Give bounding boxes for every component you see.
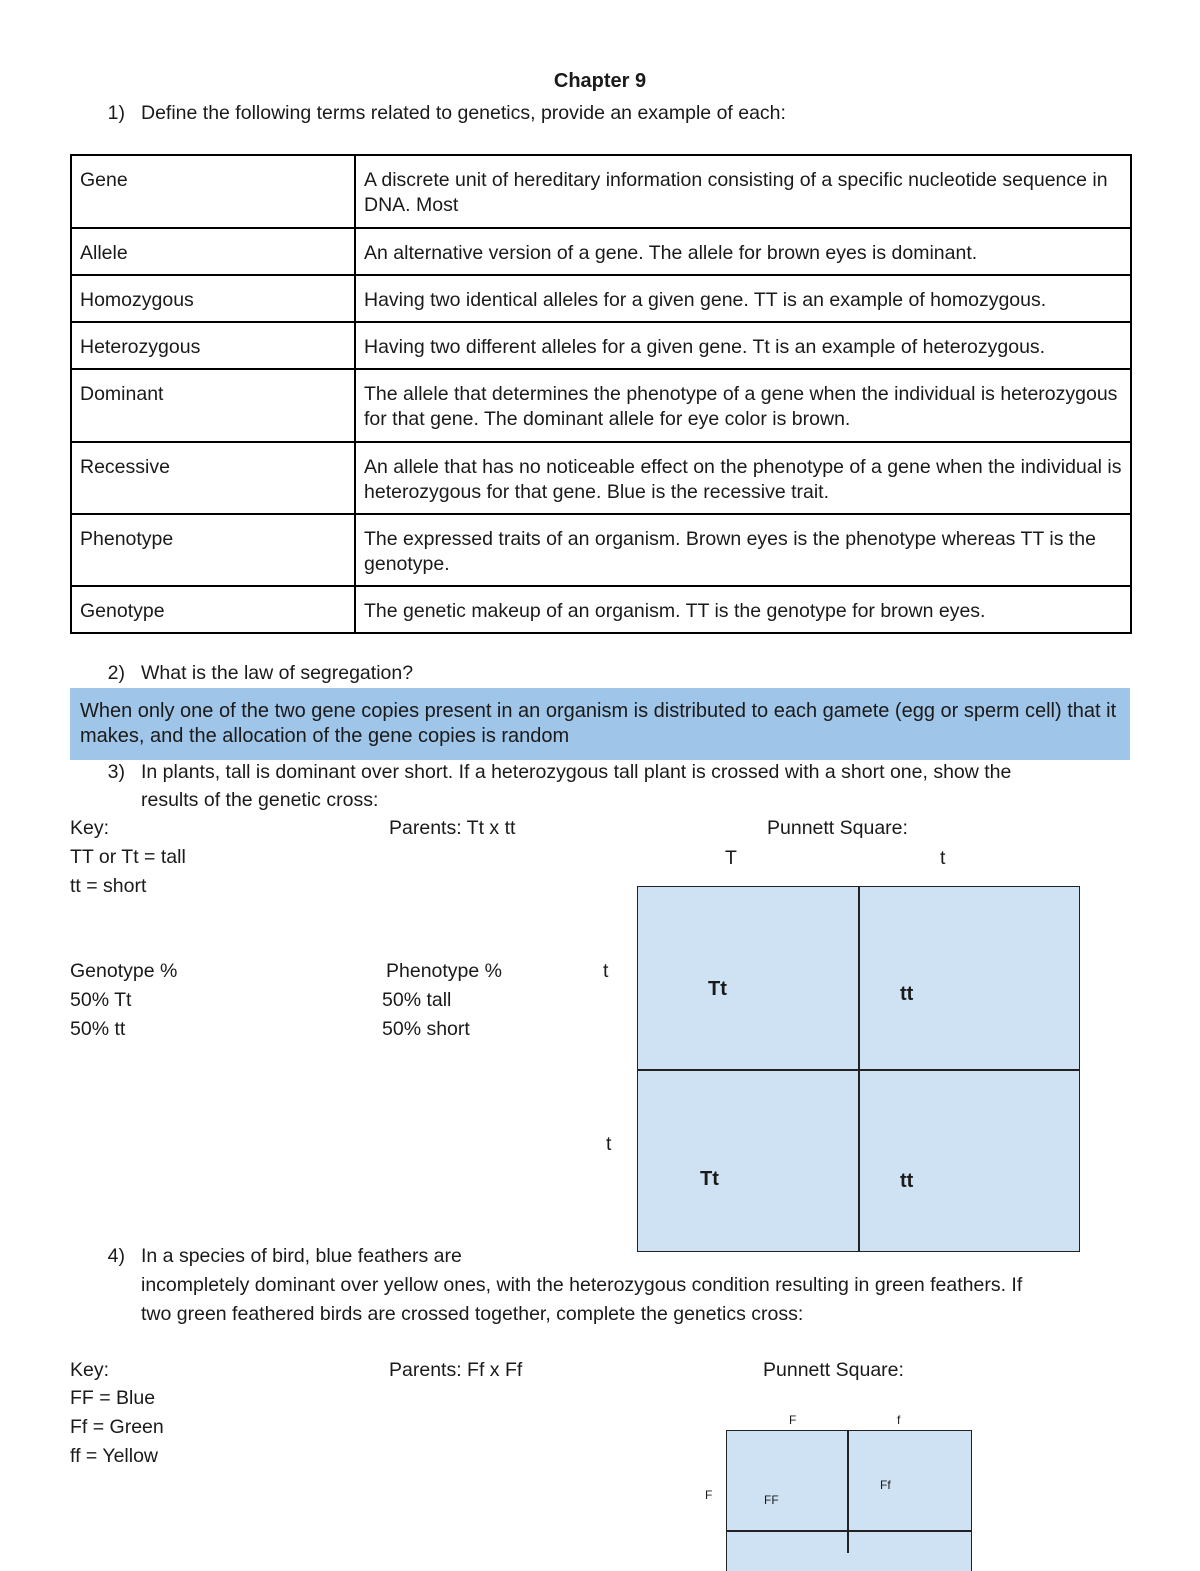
q4-key-line: Ff = Green: [70, 1416, 164, 1438]
question-3-line-2: results of the genetic cross:: [141, 789, 379, 811]
q4-parents: Parents: Ff x Ff: [389, 1359, 523, 1381]
table-row: [71, 155, 1131, 228]
punnett-square-2: [726, 1430, 972, 1571]
question-3-number: 3): [107, 761, 125, 783]
terms-table: [70, 154, 1132, 634]
q4-punnett-label: Punnett Square:: [763, 1359, 904, 1381]
table-row: [71, 442, 1131, 514]
q3-parents: Parents: Tt x tt: [389, 817, 516, 839]
definition-cell: Having two identical alleles for a given gene. TT is an example of homozygous.: [355, 275, 1131, 322]
q4-key-line: ff = Yellow: [70, 1445, 159, 1467]
q4-key-line: FF = Blue: [70, 1387, 156, 1409]
table-row: [71, 514, 1131, 586]
definition-cell: The genetic makeup of an organism. TT is the genotype for brown eyes.: [355, 586, 1131, 633]
term-cell: Dominant: [71, 369, 355, 442]
question-4-line-3: two green feathered birds are crossed together, complete the genetics cross:: [141, 1303, 804, 1325]
question-4-line-2: incompletely dominant over yellow ones, with the heterozygous condition resulting in green feathers. If: [141, 1274, 1023, 1296]
term-cell: Allele: [71, 228, 355, 275]
question-1-text: Define the following terms related to genetics, provide an example of each:: [141, 102, 786, 124]
q3-punnett-label: Punnett Square:: [767, 817, 908, 839]
question-4-line-1: In a species of bird, blue feathers are: [141, 1245, 462, 1267]
table-row: [71, 586, 1131, 633]
table-row: [71, 275, 1131, 322]
q3-key-label: Key:: [70, 817, 110, 839]
definition-cell: An alternative version of a gene. The allele for brown eyes is dominant.: [355, 228, 1131, 275]
q3-col-header: t: [940, 847, 946, 869]
definition-cell: An allele that has no noticeable effect on the phenotype of a gene when the individual is heterozygous for that gene. Blue is the recessive trait.: [355, 442, 1131, 514]
question-2-answer: When only one of the two gene copies present in an organism is distributed to each gamete (egg or sperm cell) that it makes, and the allocation of the gene copies is random: [80, 700, 1117, 747]
q4-row-header: F: [705, 1488, 713, 1502]
punnett-divider: [726, 1530, 972, 1532]
term-cell: Heterozygous: [71, 322, 355, 369]
term-cell: Genotype: [71, 586, 355, 633]
term-cell: Recessive: [71, 442, 355, 514]
definition-cell: The expressed traits of an organism. Brown eyes is the phenotype whereas TT is the genotype.: [355, 514, 1131, 586]
question-1-number: 1): [107, 102, 125, 124]
phenotype-line: 50% short: [382, 1018, 470, 1040]
genotype-line: 50% Tt: [70, 989, 132, 1011]
phenotype-label: Phenotype %: [386, 960, 503, 982]
q3-row-header: t: [606, 1133, 612, 1155]
table-row: [71, 228, 1131, 275]
q4-key-label: Key:: [70, 1359, 110, 1381]
question-4-number: 4): [107, 1245, 125, 1267]
page-title: Chapter 9: [553, 70, 647, 92]
table-row: [71, 322, 1131, 369]
punnett-divider: [637, 1069, 1080, 1071]
phenotype-line: 50% tall: [382, 989, 452, 1011]
punnett-cell: tt: [900, 1170, 914, 1192]
q4-col-header: F: [789, 1413, 797, 1427]
genotype-line: 50% tt: [70, 1018, 126, 1040]
punnett-cell: FF: [764, 1493, 779, 1507]
q3-key-line: TT or Tt = tall: [70, 846, 186, 868]
punnett-cell: Ff: [880, 1478, 891, 1492]
question-2-number: 2): [107, 662, 125, 684]
term-cell: Phenotype: [71, 514, 355, 586]
q4-col-header: f: [897, 1413, 901, 1427]
question-2-text: What is the law of segregation?: [141, 662, 414, 684]
definition-cell: Having two different alleles for a given gene. Tt is an example of heterozygous.: [355, 322, 1131, 369]
punnett-cell: Tt: [700, 1168, 719, 1190]
q3-row-header: t: [603, 960, 609, 982]
question-3-line-1: In plants, tall is dominant over short. If a heterozygous tall plant is crossed with a short one, show the: [141, 761, 1012, 783]
q3-col-header: T: [725, 847, 737, 869]
genotype-label: Genotype %: [70, 960, 178, 982]
definition-cell: The allele that determines the phenotype of a gene when the individual is heterozygous for that gene. The dominant allele for eye color is brown.: [355, 369, 1131, 442]
punnett-cell: tt: [900, 983, 914, 1005]
definition-cell: A discrete unit of hereditary information consisting of a specific nucleotide sequence in DNA. Most: [355, 155, 1131, 228]
term-cell: Homozygous: [71, 275, 355, 322]
punnett-divider: [847, 1430, 849, 1553]
table-row: [71, 369, 1131, 442]
term-cell: Gene: [71, 155, 355, 228]
q3-key-line: tt = short: [70, 875, 147, 897]
punnett-cell: Tt: [708, 978, 727, 1000]
